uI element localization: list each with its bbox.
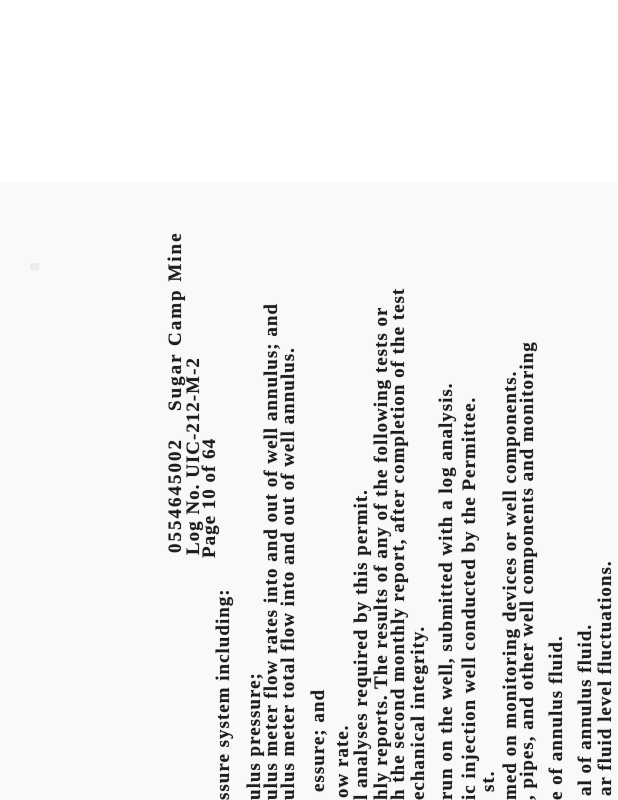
document-line: st. [478, 770, 499, 792]
document-line: e of annulus fluid. [546, 635, 567, 800]
document-line: med on monitoring devices or well components. [500, 370, 521, 800]
document-line: ulus meter flow rates into and out of well annulus; and [261, 303, 282, 800]
header-line-permit-number: 0554645002 Sugar Camp Mine [165, 231, 186, 553]
document-line: ic injection well conducted by the Permittee. [459, 396, 480, 800]
document-line: ar fluid level fluctuations. [595, 560, 616, 796]
document-line: ow rate. [332, 724, 353, 798]
scan-speck-artifact [30, 263, 39, 270]
document-line: echanical integrity. [408, 625, 429, 800]
document-line: al of annulus fluid. [575, 623, 596, 796]
header-line-log-number: Log No. UIC-212-M-2 [183, 357, 204, 555]
document-line: h the second monthly report, after completion of the test [388, 287, 409, 800]
document-line: ssure system including: [213, 588, 234, 800]
header-line-page-number: Page 10 of 64 [199, 437, 220, 558]
document-line: hly reports. The results of any of the following tests or [371, 306, 392, 800]
document-line: ulus meter total flow into and out of well annulus. [278, 347, 299, 800]
document-line: l analyses required by this permit. [351, 489, 372, 800]
document-line: , pipes, and other well components and monitoring [517, 341, 538, 800]
document-line: ulus pressure; [244, 672, 265, 800]
document-line: run on the well, submitted with a log analysis. [436, 382, 457, 800]
document-line: essure; and [308, 688, 329, 792]
